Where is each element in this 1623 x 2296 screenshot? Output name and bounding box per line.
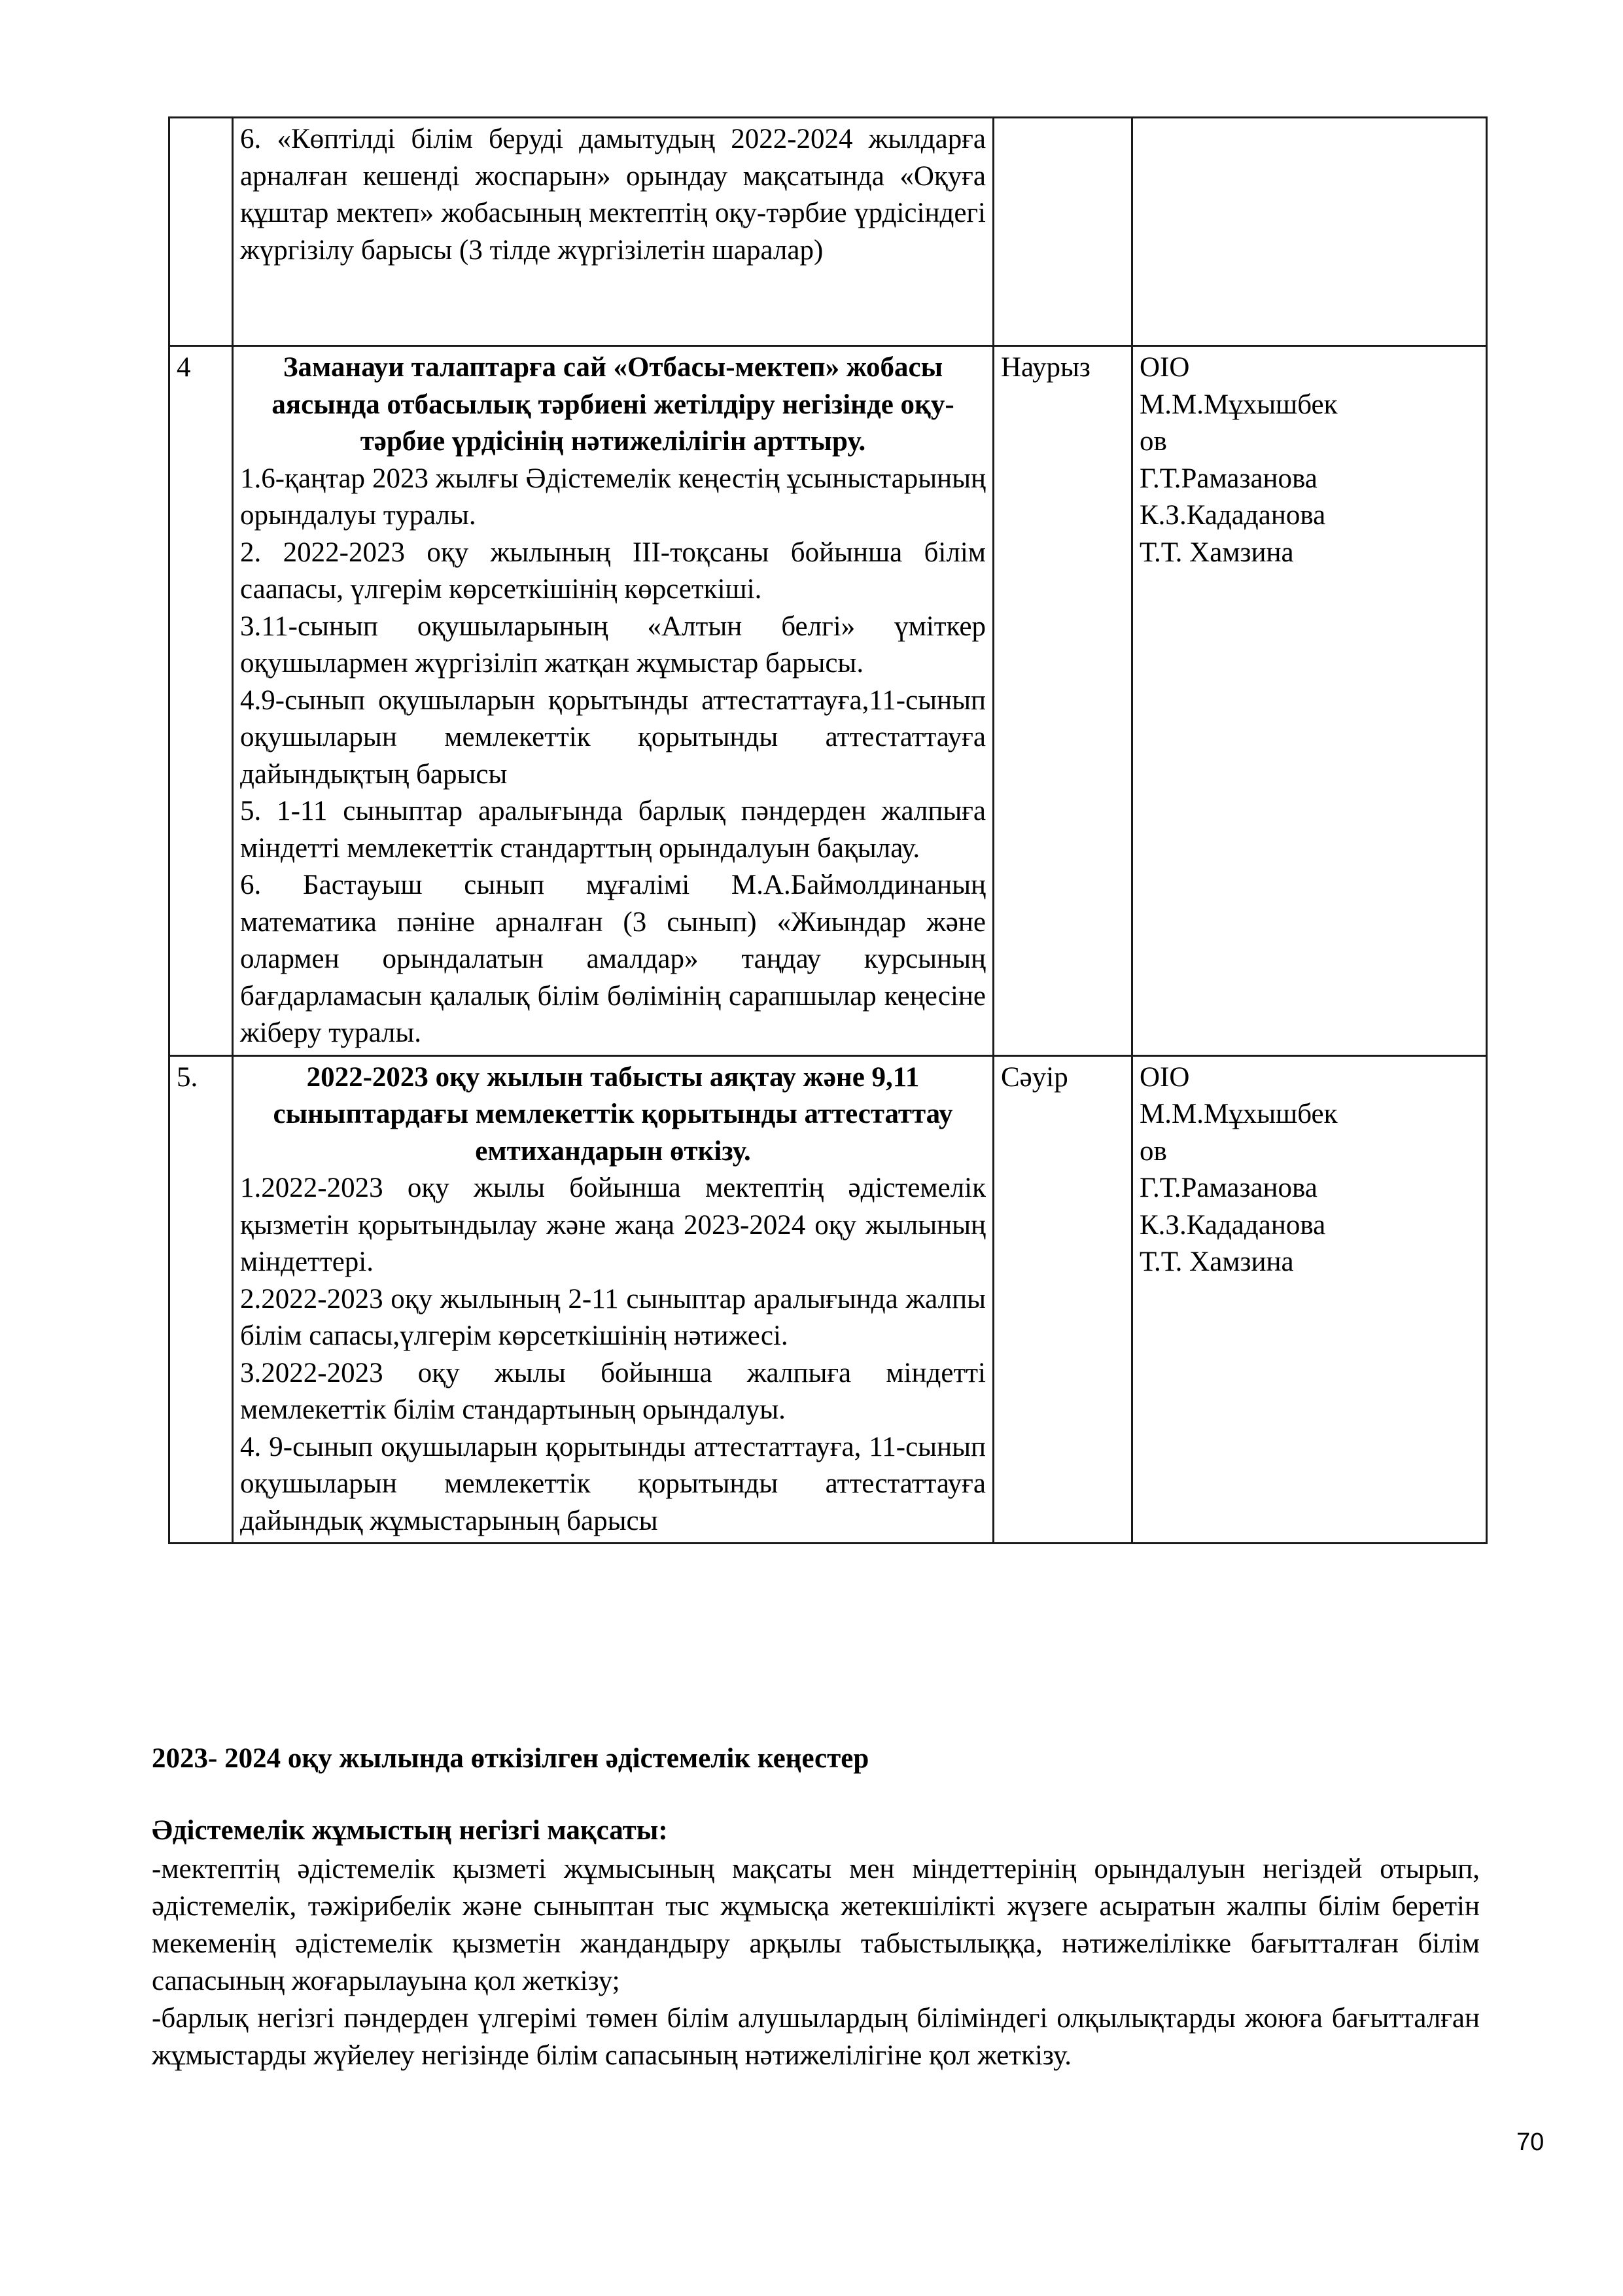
methodical-council-plan-table: [168, 116, 1488, 1544]
responsible-line: К.З.Кададанова: [1140, 500, 1326, 531]
table-row: [169, 1055, 1487, 1544]
agenda-item: 1.2022-2023 оқу жылы бойынша мектептің әдістемелік қызметін қорытындылау және жаңа 2023-2024 оқу жылының міндеттері.: [240, 1173, 986, 1277]
responsible-line: М.М.Мұхышбек: [1140, 1099, 1338, 1129]
responsible-line: Т.Т. Хамзина: [1140, 1246, 1294, 1277]
row-number-cell: 5.: [169, 1055, 233, 1544]
responsible-line: Т.Т. Хамзина: [1140, 537, 1294, 568]
section-heading: 2023- 2024 оқу жылында өткізілген әдістемелік кеңестер: [152, 1743, 869, 1774]
agenda-item: 2.2022-2023 оқу жылының 2-11 сыныптар аралығында жалпы білім сапасы,үлгерім көрсеткішінің нәтижесі.: [240, 1283, 986, 1351]
month-cell: [994, 118, 1132, 346]
responsible-line: ов: [1140, 1135, 1167, 1167]
goal-body: [152, 1850, 1480, 2074]
agenda-item: 6. «Көптілді білім беруді дамытудың 2022-2024 жылдарға арналған кешенді жоспарын» орындау мақсатында «Оқуға құштар мектеп» жобасының мектептің оқу-тәрбие үрдісіндегі жүргізілу барысы (3 тілде жүргізілетін шаралар): [240, 124, 986, 266]
agenda-item: 3.2022-2023 оқу жылы бойынша жалпыға міндетті мемлекеттік білім стандартының орындалуы.: [240, 1357, 986, 1425]
topic-cell: [233, 346, 994, 1056]
month-cell: Наурыз: [994, 346, 1132, 1056]
agenda-item: 2. 2022-2023 оқу жылының ІІІ-тоқсаны бойынша білім саапасы, үлгерім көрсеткішінің көрсеткіші.: [240, 537, 986, 605]
topic-title: 2022-2023 оқу жылын табысты аяқтау және 9,11 сыныптардағы мемлекеттік қорытынды аттестаттау емтихандарын өткізу.: [273, 1061, 953, 1167]
responsible-line: ОІО: [1140, 352, 1190, 383]
responsible-line: К.З.Кададанова: [1140, 1209, 1326, 1241]
page-number: 70: [1516, 2128, 1544, 2156]
agenda-item: 6. Бастауыш сынып мұғалімі М.А.Баймолдинаның математика пәніне арналған (3 сынып) «Жиындар және олармен орындалатын амалдар» таңдау курсының бағдарламасын қалалық білім бөлімінің сарапшылар кеңесіне жіберу туралы.: [240, 870, 986, 1048]
row-number-cell: 4: [169, 346, 233, 1056]
row-number-cell: [169, 118, 233, 346]
responsible-cell: [1132, 346, 1487, 1056]
agenda-item: 1.6-қаңтар 2023 жылғы Әдістемелік кеңестің ұсыныстарының орындалуы туралы.: [240, 463, 986, 531]
responsible-line: Г.Т.Рамазанова: [1140, 1173, 1318, 1203]
responsible-cell: [1132, 118, 1487, 346]
topic-title: Заманауи талаптарға сай «Отбасы-мектеп» жобасы аясында отбасылық тәрбиені жетілдіру негізінде оқу-тәрбие үрдісінің нәтижелілігін арттыру.: [271, 352, 954, 457]
goal-paragraph: -мектептің әдістемелік қызметі жұмысының мақсаты мен міндеттерінің орындалуын негіздей отырып, әдістемелік, тәжірибелік және сыныптан тыс жұмысқа жетекшілікті жүзеге асыратын жалпы білім беретін мекеменің әдістемелік қызметін жандандыру арқылы табыстылыққа, нәтижелілікке бағытталған білім сапасының жоғарылауына қол жеткізу;: [152, 1854, 1480, 1996]
agenda-item: 5. 1-11 сыныптар аралығында барлық пәндерден жалпыға міндетті мемлекеттік стандарттың орындалуын бақылау.: [240, 796, 986, 864]
table-row: [169, 118, 1487, 346]
table-row: [169, 346, 1487, 1056]
agenda-item: 4. 9-сынып оқушыларын қорытынды аттестаттауға, 11-сынып оқушыларын мемлекеттік қорытынды аттестаттауға дайындық жұмыстарының барысы: [240, 1431, 986, 1536]
agenda-item: 3.11-сынып оқушыларының «Алтын белгі» үміткер оқушылармен жүргізіліп жатқан жұмыстар барысы.: [240, 610, 986, 679]
responsible-line: ов: [1140, 426, 1167, 457]
goal-subheading: Әдістемелік жұмыстың негізгі мақсаты:: [152, 1815, 668, 1846]
responsible-line: ОІО: [1140, 1061, 1190, 1093]
goal-paragraph: -барлық негізгі пәндерден үлгерімі төмен білім алушылардың біліміндегі олқылықтарды жоюға бағытталған жұмыстарды жүйелеу негізінде білім сапасының нәтижелілігіне қол жеткізу.: [152, 2003, 1480, 2071]
topic-cell: [233, 118, 994, 346]
responsible-line: М.М.Мұхышбек: [1140, 389, 1338, 420]
month-cell: Сәуір: [994, 1055, 1132, 1544]
topic-cell: [233, 1055, 994, 1544]
agenda-item: 4.9-сынып оқушыларын қорытынды аттестаттауға,11-сынып оқушыларын мемлекеттік қорытынды аттестаттауға дайындықтың барысы: [240, 684, 986, 790]
responsible-line: Г.Т.Рамазанова: [1140, 463, 1318, 494]
responsible-cell: [1132, 1055, 1487, 1544]
